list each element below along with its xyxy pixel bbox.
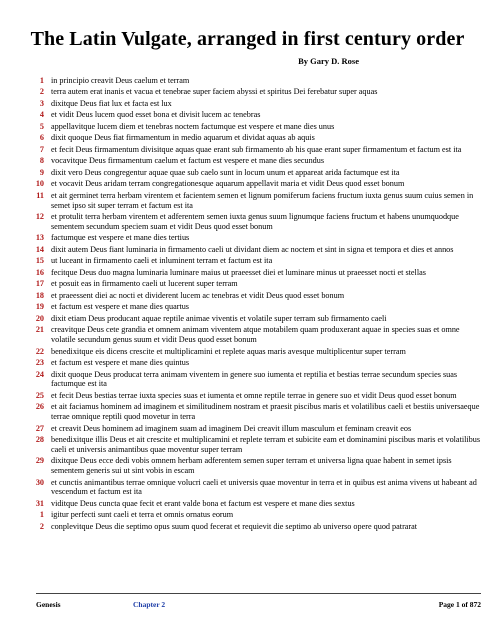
verse-number: 24 xyxy=(35,369,44,379)
verse-text: et posuit eas in firmamento caeli ut lucerent super terram xyxy=(51,279,238,289)
verse-number: 4 xyxy=(39,110,44,120)
verse-row xyxy=(27,168,482,178)
verse-number: 30 xyxy=(35,477,44,487)
author-line: By Gary D. Rose xyxy=(298,56,359,66)
verse-number: 31 xyxy=(35,498,44,508)
verse-text: benedixitque illis Deus et ait crescite et multiplicamini et replete terram et subicite eam et dominamini piscibus maris et volatilibus caeli et universis animantibus quae moventur super terram xyxy=(51,435,481,454)
verse-row xyxy=(27,370,482,390)
verse-text: viditque Deus cuncta quae fecit et erant valde bona et factum est vespere et mane dies sextus xyxy=(51,498,355,508)
verse-row xyxy=(27,478,482,498)
verse-row xyxy=(27,279,482,289)
verse-text: et fecit Deus bestias terrae iuxta species suas et iumenta et omne reptile terrae in genere suo et vidit Deus quod esset bonum xyxy=(51,390,457,400)
verse-row xyxy=(27,76,482,86)
verse-number: 17 xyxy=(35,279,44,289)
verse-text: vocavitque Deus firmamentum caelum et factum est vespere et mane dies secundus xyxy=(51,156,325,166)
verse-text: dixitque Deus fiat lux et facta est lux xyxy=(51,98,172,108)
verse-text: dixit quoque Deus producat terra animam viventem in genere suo iumenta et reptilia et bestias terrae secundum species suas factumque est ita xyxy=(51,369,458,389)
verse-text: fecitque Deus duo magna luminaria luminare maius ut praeesset diei et luminare minus ut praeesset nocti et stellas xyxy=(51,267,426,277)
verse-row xyxy=(27,402,482,422)
verse-list xyxy=(27,76,482,533)
verse-row xyxy=(27,510,482,520)
verse-row xyxy=(27,268,482,278)
verse-text: et factum est vespere et mane dies quartus xyxy=(51,302,189,312)
verse-text: appellavitque lucem diem et tenebras noctem factumque est vespere et mane dies unus xyxy=(51,121,335,131)
verse-number: 1 xyxy=(39,76,44,85)
footer-divider xyxy=(36,593,481,594)
verse-number: 27 xyxy=(35,423,44,433)
verse-row xyxy=(27,291,482,301)
verse-row xyxy=(27,87,482,97)
verse-number: 25 xyxy=(35,390,44,400)
verse-row xyxy=(27,302,482,312)
verse-number: 18 xyxy=(35,290,44,300)
verse-row xyxy=(27,314,482,324)
verse-number: 11 xyxy=(36,190,44,200)
verse-text: dixit etiam Deus producant aquae reptile animae viventis et volatile super terram sub firmamento caeli xyxy=(51,313,387,323)
verse-row xyxy=(27,156,482,166)
verse-number: 23 xyxy=(35,358,44,368)
verse-number: 14 xyxy=(35,244,44,254)
verse-row xyxy=(27,347,482,357)
verse-row xyxy=(27,122,482,132)
verse-number: 15 xyxy=(35,256,44,266)
verse-number: 20 xyxy=(35,313,44,323)
verse-text: et cunctis animantibus terrae omnique volucri caeli et universis quae moventur in terra et in quibus est anima vivens ut habeant ad vescendum et factum est ita xyxy=(51,477,477,497)
verse-number: 19 xyxy=(35,302,44,312)
verse-row xyxy=(27,233,482,243)
verse-number: 1 xyxy=(39,510,44,520)
verse-text: conplevitque Deus die septimo opus suum quod fecerat et requievit die septimo ab universo opere quod patrarat xyxy=(51,521,418,531)
verse-number: 8 xyxy=(39,156,44,166)
verse-number: 13 xyxy=(35,233,44,243)
verse-row xyxy=(27,110,482,120)
verse-row xyxy=(27,424,482,434)
verse-text: et protulit terra herbam virentem et adferentem semen iuxta genus suum lignumque faciens fructum et habens unumquodque sementem secundum speciem suam et vidit Deus quod esset bonum xyxy=(51,212,459,231)
verse-number: 2 xyxy=(39,521,44,531)
footer-chapter-link[interactable]: Chapter 2 xyxy=(133,600,166,609)
verse-row xyxy=(27,391,482,401)
verse-row xyxy=(27,99,482,109)
verse-number: 26 xyxy=(35,402,44,412)
verse-number: 29 xyxy=(35,456,44,466)
verse-text: et ait germinet terra herbam virentem et facientem semen et lignum pomiferum faciens fructum iuxta genus suum cuius semen in semet ipso sit super terram et factum est ita xyxy=(51,190,474,210)
verse-row xyxy=(27,456,482,476)
verse-number: 22 xyxy=(35,346,44,356)
verse-text: et vidit Deus lucem quod esset bona et divisit lucem ac tenebras xyxy=(51,110,261,120)
verse-row xyxy=(27,212,482,232)
verse-number: 10 xyxy=(35,179,44,189)
verse-row xyxy=(27,435,482,455)
verse-text: dixit vero Deus congregentur aquae quae sub caelo sunt in locum unum et appareat arida factumque est ita xyxy=(51,167,400,177)
verse-text: et creavit Deus hominem ad imaginem suam ad imaginem Dei creavit illum masculum et feminam creavit eos xyxy=(51,423,412,433)
verse-number: 12 xyxy=(35,212,44,222)
verse-text: in principio creavit Deus caelum et terram xyxy=(51,76,190,85)
verse-row xyxy=(27,191,482,211)
verse-text: dixit quoque Deus fiat firmamentum in medio aquarum et dividat aquas ab aquis xyxy=(51,133,315,143)
footer-page-number: Page 1 of 872 xyxy=(438,600,481,609)
verse-text: igitur perfecti sunt caeli et terra et omnis ornatus eorum xyxy=(51,510,234,520)
verse-row xyxy=(27,133,482,143)
verse-text: et praeessent diei ac nocti et dividerent lucem ac tenebras et vidit Deus quod esset bonum xyxy=(51,290,345,300)
page-title: The Latin Vulgate, arranged in first century order xyxy=(30,28,465,50)
verse-row xyxy=(27,179,482,189)
verse-text: et ait faciamus hominem ad imaginem et similitudinem nostram et praesit piscibus maris et volatilibus caeli et bestiis universaeque terrae omnique reptili quod movetur in terra xyxy=(51,402,480,422)
verse-number: 21 xyxy=(35,325,44,335)
verse-text: benedixitque eis dicens crescite et multiplicamini et replete aquas maris avesque multiplicentur super terram xyxy=(51,346,406,356)
verse-row xyxy=(27,245,482,255)
verse-text: dixitque Deus ecce dedi vobis omnem herbam adferentem semen super terram et universa ligna quae habent in semet ipsis sementem generis sui ut sint vobis in escam xyxy=(51,456,452,476)
verse-row xyxy=(27,499,482,509)
verse-number: 7 xyxy=(39,144,44,154)
verse-text: et fecit Deus firmamentum divisitque aquas quae erant sub firmamento ab his quae erant super firmamentum et factum est ita xyxy=(51,144,462,154)
verse-text: creavitque Deus cete grandia et omnem animam viventem atque motabilem quam produxerant aquae in species suas et omne volatile secundum genus suum et vidit Deus quod esset bonum xyxy=(51,325,460,345)
verse-row xyxy=(27,256,482,266)
verse-text: terra autem erat inanis et vacua et tenebrae super faciem abyssi et spiritus Dei ferebatur super aquas xyxy=(51,87,378,97)
verse-row xyxy=(27,522,482,532)
verse-row xyxy=(27,145,482,155)
footer-book-name: Genesis xyxy=(36,600,61,609)
verse-number: 28 xyxy=(35,435,44,445)
verse-text: factumque est vespere et mane dies tertius xyxy=(51,233,190,243)
verse-number: 5 xyxy=(39,121,44,131)
verse-number: 9 xyxy=(39,167,44,177)
verse-text: et vocavit Deus aridam terram congregationesque aquarum appellavit maria et vidit Deus quod esset bonum xyxy=(51,179,405,189)
verse-number: 2 xyxy=(39,87,44,97)
verse-row xyxy=(27,358,482,368)
verse-number: 6 xyxy=(39,133,44,143)
verse-text: ut luceant in firmamento caeli et inluminent terram et factum est ita xyxy=(51,256,273,266)
verse-number: 16 xyxy=(35,267,44,277)
verse-number: 3 xyxy=(39,98,44,108)
verse-text: et factum est vespere et mane dies quintus xyxy=(51,358,190,368)
verse-text: dixit autem Deus fiant luminaria in firmamento caeli ut dividant diem ac noctem et sint in signa et tempora et dies et annos xyxy=(51,244,454,254)
verse-row xyxy=(27,325,482,345)
